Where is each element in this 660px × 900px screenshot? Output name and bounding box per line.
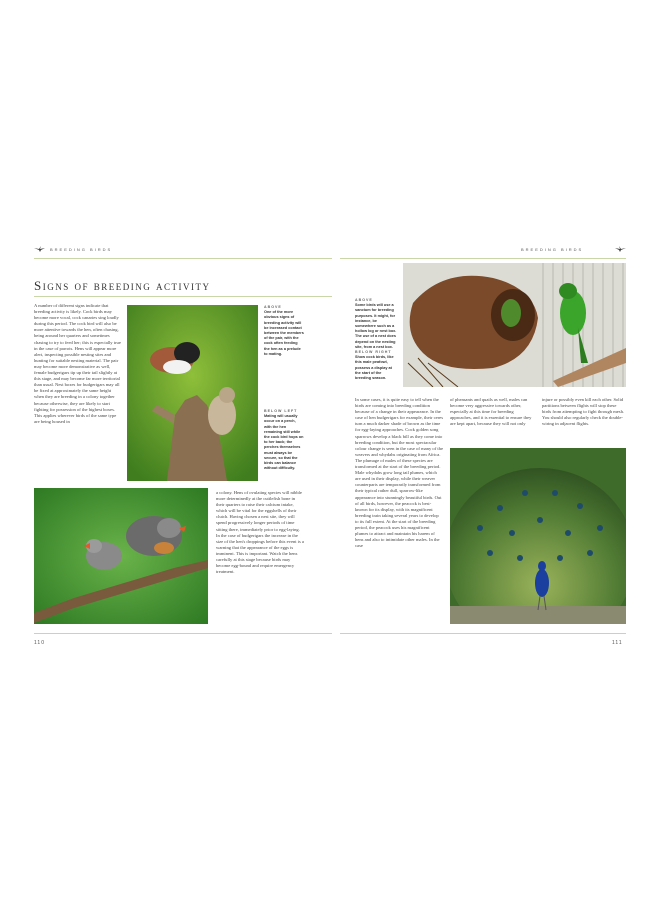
caption-above-left xyxy=(264,305,304,357)
bird-silhouette-icon xyxy=(614,245,626,253)
caption-below-right xyxy=(355,350,397,381)
header-rule-left xyxy=(34,258,332,259)
caption-above-left-head: ABOVE xyxy=(264,305,282,309)
page-title: Signs of breeding activity xyxy=(34,278,211,293)
caption-below-right-head: BELOW RIGHT xyxy=(355,350,392,354)
caption-below-left-text: Mating will usually occur on a perch, with the hen remaining still while the cock bird hops on to her back; the perches themselves must always be secure, so that the birds can balance without difficulty. xyxy=(264,414,304,471)
body-text-right-col1: In some cases, it is quite easy to tell when the birds are coming into breeding condition because of a change in their appearance. In the case of hen budgerigars for example, their ceres turn a much darker shade of brown as the time for egg-laying approaches. Cock golden song sparrows develop a black bill as they come into breeding condition, but the most spectacular colour change is seen in the case of many of the weavers and whydahs originating from Africa. The plumage of males of these species are transformed at the start of the breeding period. Male whydahs grow long tail plumes, which are used in their display, while their weaver counterparts are temporarily transformed from their typical rather dull, sparrow-like appearance into stunningly beautiful birds. Out of all birds, however, the peacock is best-known for its display, with its magnificent breeding train taking several years to develop to its full extent. At the start of the breeding period, the peacock uses his magnificent plumes to attract and maintain his harem of hens and also to intimidate other males. In the case xyxy=(355,397,444,549)
caption-below-right-text: Show cock birds, like this male peafowl, possess a display at the start of the breeding season. xyxy=(355,355,394,381)
footer-rule-left xyxy=(34,633,332,634)
caption-above-right-head: ABOVE xyxy=(355,298,373,302)
caption-above-left-text: One of the more obvious signs of breeding activity will be increased contact between the members of the pair, with the cock often feeding the hen as a prelude to mating. xyxy=(264,310,304,356)
header-rule-right xyxy=(340,258,626,259)
caption-below-left xyxy=(264,409,304,471)
body-text-right-col3: injure or possibly even kill each other. Solid partitions between flights will stop these birds from attempting to fight through mesh. You should also regularly check the double-wiring in adjacent flights. xyxy=(542,397,625,427)
running-head-left: BREEDING BIRDS xyxy=(50,247,113,252)
body-text-col2: a colony. Hens of ovulating species will nibble more determinedly at the cuttlefish bone in their quarters to raise their calcium intake, which will be vital for the eggshells of their clutch. Having chosen a nest site, they will spend progressively longer periods of time sitting there, immediately prior to egg-laying. In the case of budgerigars the increase in the size of the hen's droppings before this event is a warning that the appearance of the eggs is imminent. This is important. Watch the hens carefully at this stage because birds may become egg-bound and require emergency treatment. xyxy=(216,490,304,575)
body-text-col1: A number of different signs indicate that breeding activity is likely. Cock birds may become more vocal, cock canaries sing loudly during this period. The cock bird will also be more attentive towards the hen, often chasing, being around her quarters and sometimes chasing to try to feed her; this is especially true in the case of parrots. Hens will appear more alert, inspecting possible nesting sites and hunting for suitable nesting material. The pair may become more demonstrative as well, female budgerigars tip up their tail slightly at this stage, and may become far more territorial than usual. Nest boxes for budgerigars may all be fixed at approximately the same height when they are breeding in a colony together because otherwise, they are likely to start fighting for possession of the highest boxes. This applies wherever birds of the same type are being housed in xyxy=(34,303,121,424)
photo-peacock-display xyxy=(450,448,626,624)
running-head-right: BREEDING BIRDS xyxy=(521,247,584,252)
body-text-right-col2: of pheasants and quails as well, males can become very aggressive towards other, especially at this time for breeding approaches, and it is essential to ensure they are kept apart, because they will not only xyxy=(450,397,532,427)
caption-above-right-text: Some birds will use a sanctum for breeding purposes. It might, for instance, be somewhere such as a hollow log or nest box. The use of a nest does depend on the nesting site, from a nest box. xyxy=(355,303,397,349)
footer-rule-right xyxy=(340,633,626,634)
page-number-right: 111 xyxy=(612,640,623,646)
bird-silhouette-icon xyxy=(34,245,46,253)
photo-finches-feeding xyxy=(127,305,258,481)
photo-parrot-nest-log xyxy=(403,263,626,387)
title-rule xyxy=(34,296,332,297)
caption-below-left-head: BELOW LEFT xyxy=(264,409,298,413)
caption-above-right xyxy=(355,298,397,350)
photo-zebra-finches xyxy=(34,488,208,624)
page-number-left: 110 xyxy=(34,640,45,646)
